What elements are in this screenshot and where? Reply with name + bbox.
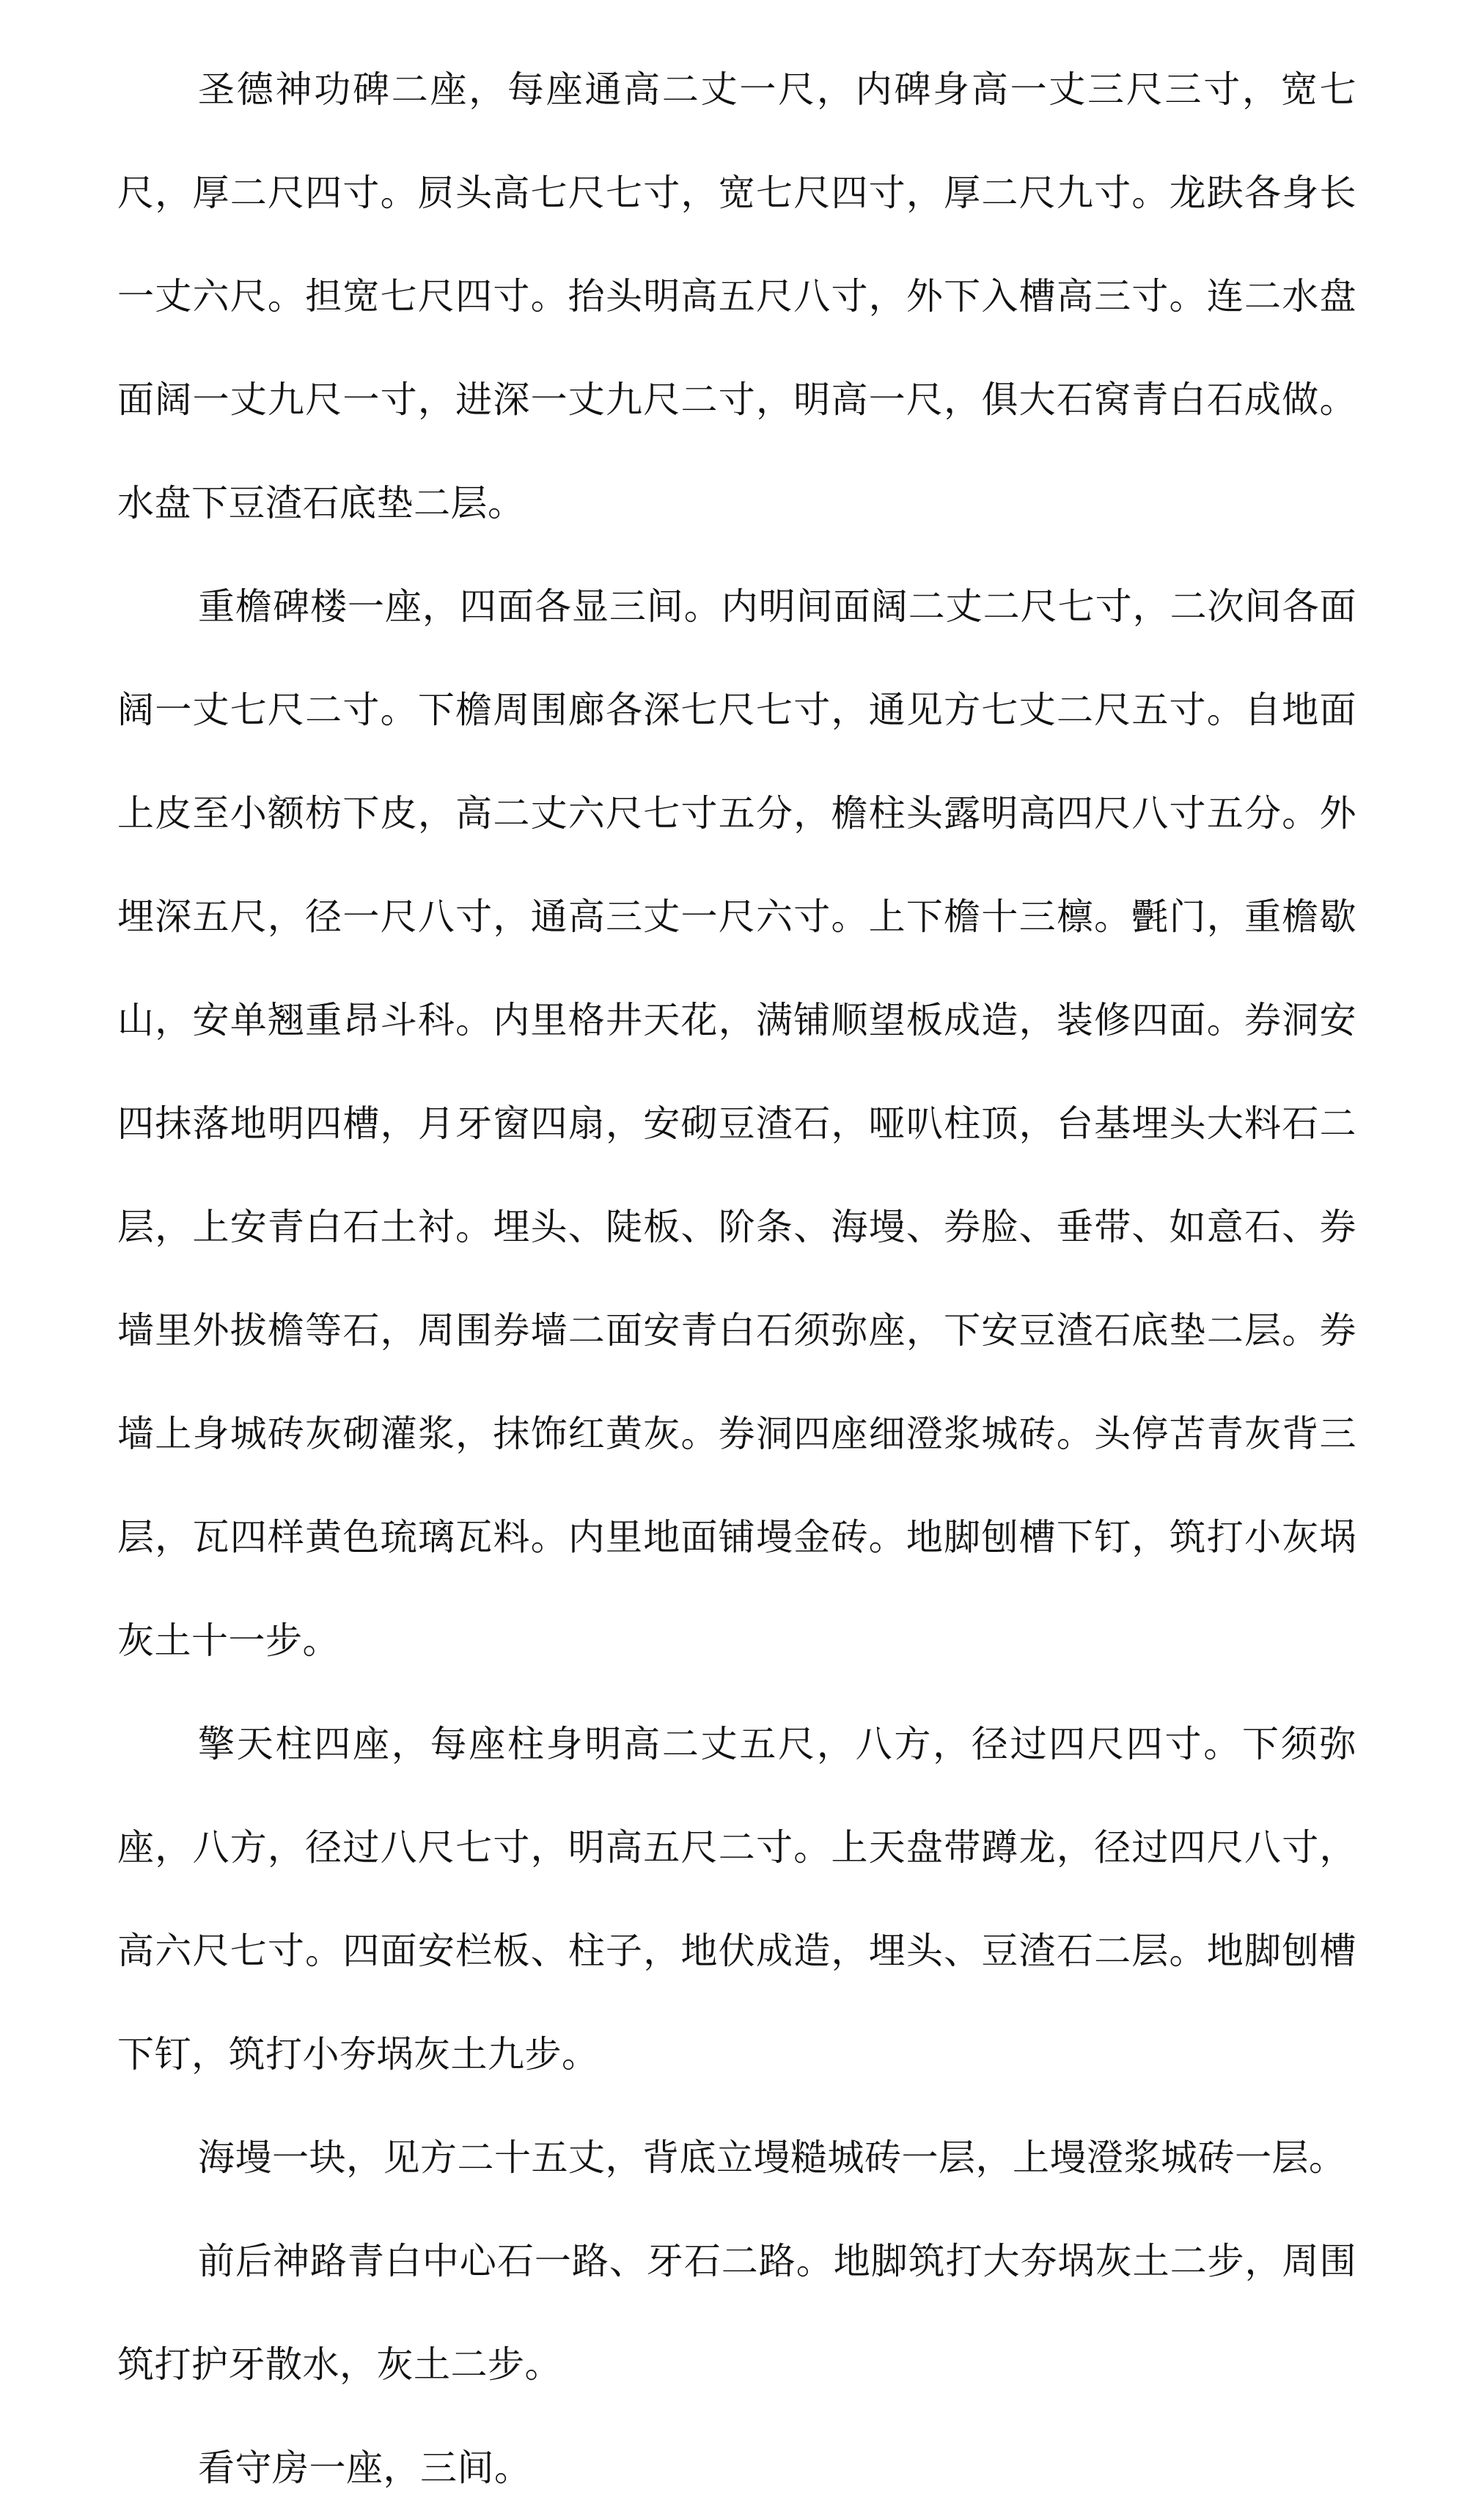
paragraph-paved-area: 海墁一块，见方二十五丈，背底立墁糙城砖一层，上墁澄浆城砖一层。	[198, 2136, 1346, 2179]
paragraph-guard-house: 看守房一座，三间。	[198, 2447, 532, 2489]
paragraph-stele: 圣德神功碑二座，每座通高二丈一尺，内碑身高一丈三尺三寸，宽七尺，厚二尺四寸。屃头高七尺七寸，宽七尺四寸，厚二尺九寸。龙趺各身长一丈六尺。担宽七尺四寸。抬头明高五尺八寸，外下入槽高三寸。连二水盘面阔一丈九尺一寸，进深一丈九尺二寸，明高一尺，俱大石窝青白石成做。水盘下豆渣石底垫二层。	[117, 68, 1356, 524]
paragraph-stele-pavilion: 重檐碑楼一座，四面各显三间。内明间面阔二丈二尺七寸，二次间各面阔一丈七尺二寸。下檐周围廊各深七尺七寸，通见方七丈二尺五寸。自地面上皮至小额枋下皮，高二丈六尺七寸五分，檐柱头露明高四尺八寸五分。外埋深五尺，径一尺八寸，通高三丈一尺六寸。上下檐十三檩。㲲门，重檐歇山，安单翘重昂斗科。内里格井天花，满铺顺望板成造，装修四面。券洞安四抹落地明四槽，月牙窗四扇，安砌豆渣石，哑叭柱顶，台基埋头大料石二层，上安青白石土衬。埋头、陡板、阶条、海墁、券脸、垂带、如意石、券墙里外拔檐等石，周围券墙二面安青白石须弥座，下安豆渣石底垫二层。券墙上身城砖灰砌灌浆，抹饰红黄灰。券洞四座细澄浆城砖。头停苫青灰背三层，瓦四样黄色琉璃瓦料。内里地面铺墁金砖。地脚刨槽下钉，筑打小灰埚灰土十一步。	[117, 585, 1356, 1662]
document-body	[117, 38, 1356, 2520]
paragraph-huabiao-columns: 擎天柱四座，每座柱身明高二丈五尺，八方，径过四尺四寸。下须弥座，八方，径过八尺七寸，明高五尺二寸。上天盘带蹲龙，径过四尺八寸，高六尺七寸。四面安栏板、柱子，地伏成造，埋头、豆渣石二层。地脚刨槽下钉，筑打小夯埚灰土九步。	[117, 1723, 1356, 2076]
paragraph-spirit-road: 前后神路青白中心石一路、牙石二路。地脚筑打大夯埚灰土二步，周围筑打护牙散水，灰土二步。	[117, 2240, 1356, 2386]
